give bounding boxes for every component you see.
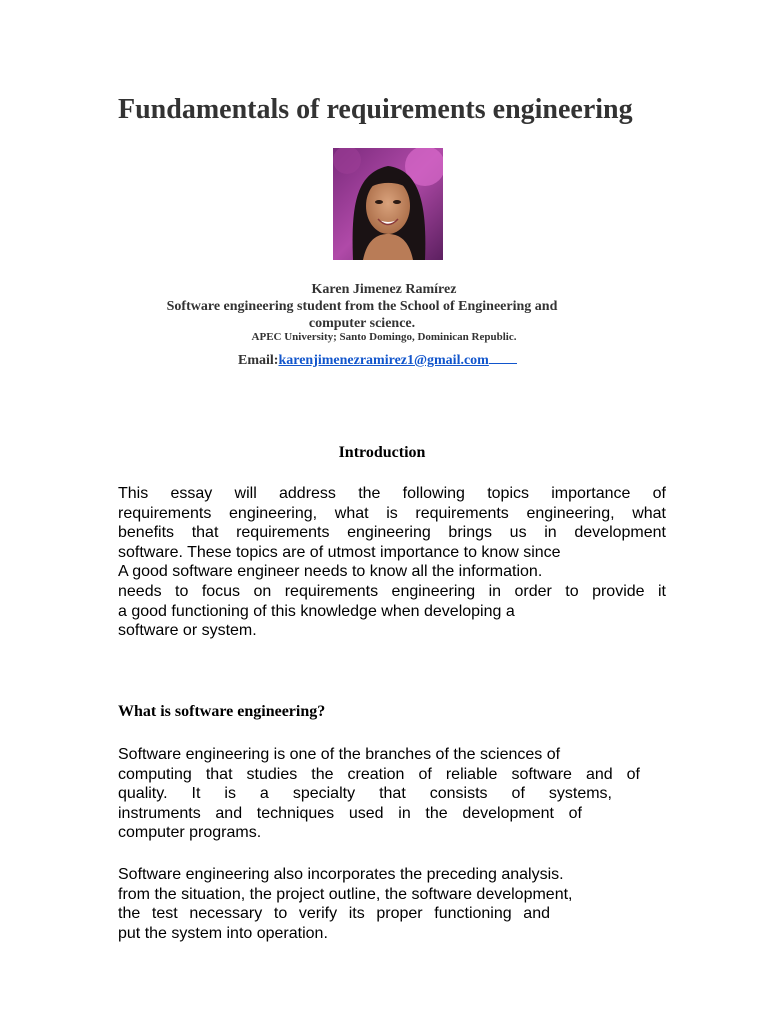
intro-line: needs to focus on requirements engineering in order to provide it (118, 582, 666, 600)
paragraph-line: instruments and techniques used in the development of (118, 804, 582, 822)
introduction-heading: Introduction (338, 444, 426, 461)
paragraph-line: Software engineering is one of the branches of the sciences of (118, 746, 561, 763)
paragraph-line: Software engineering also incorporates the preceding analysis. (118, 866, 564, 883)
intro-line: software. These topics are of utmost importance to know since (118, 543, 561, 561)
paragraph-line: put the system into operation. (118, 924, 328, 942)
email-underline-tail (489, 349, 517, 364)
author-affiliation: Software engineering student from the School of Engineering and computer science. (166, 299, 558, 331)
intro-line: A good software engineer needs to know all the information. (118, 563, 543, 581)
author-photo (333, 148, 443, 260)
author-university: APEC University; Santo Domingo, Dominican Republic. (251, 331, 517, 343)
introduction-paragraph (118, 484, 666, 641)
paragraph-line: computing that studies the creation of reliable software and of (118, 765, 640, 783)
paragraph-line: computer programs. (118, 824, 262, 842)
intro-line: a good functioning of this knowledge when developing a (118, 602, 515, 620)
email-label: Email: (238, 353, 279, 368)
intro-line: benefits that requirements engineering brings us in development (118, 524, 666, 542)
intro-line: requirements engineering, what is requirements engineering, what (118, 504, 666, 522)
paragraph-line: quality. It is a specialty that consists of systems, (118, 785, 612, 803)
section-heading-software-engineering: What is software engineering? (118, 703, 326, 720)
paragraph-line: from the situation, the project outline, the software development, (118, 885, 573, 903)
author-email (238, 349, 517, 369)
email-link[interactable]: karenjimenezramirez1@gmail.com (278, 353, 489, 368)
author-name: Karen Jimenez Ramírez (311, 282, 457, 297)
intro-line: software or system. (118, 622, 257, 640)
software-engineering-paragraph-1 (118, 745, 640, 843)
author-portrait-image (333, 148, 443, 260)
document-title: Fundamentals of requirements engineering (118, 94, 633, 125)
paragraph-line: the test necessary to verify its proper functioning and (118, 905, 550, 923)
intro-line: This essay will address the following topics importance of (118, 485, 666, 502)
software-engineering-paragraph-2 (118, 865, 640, 943)
